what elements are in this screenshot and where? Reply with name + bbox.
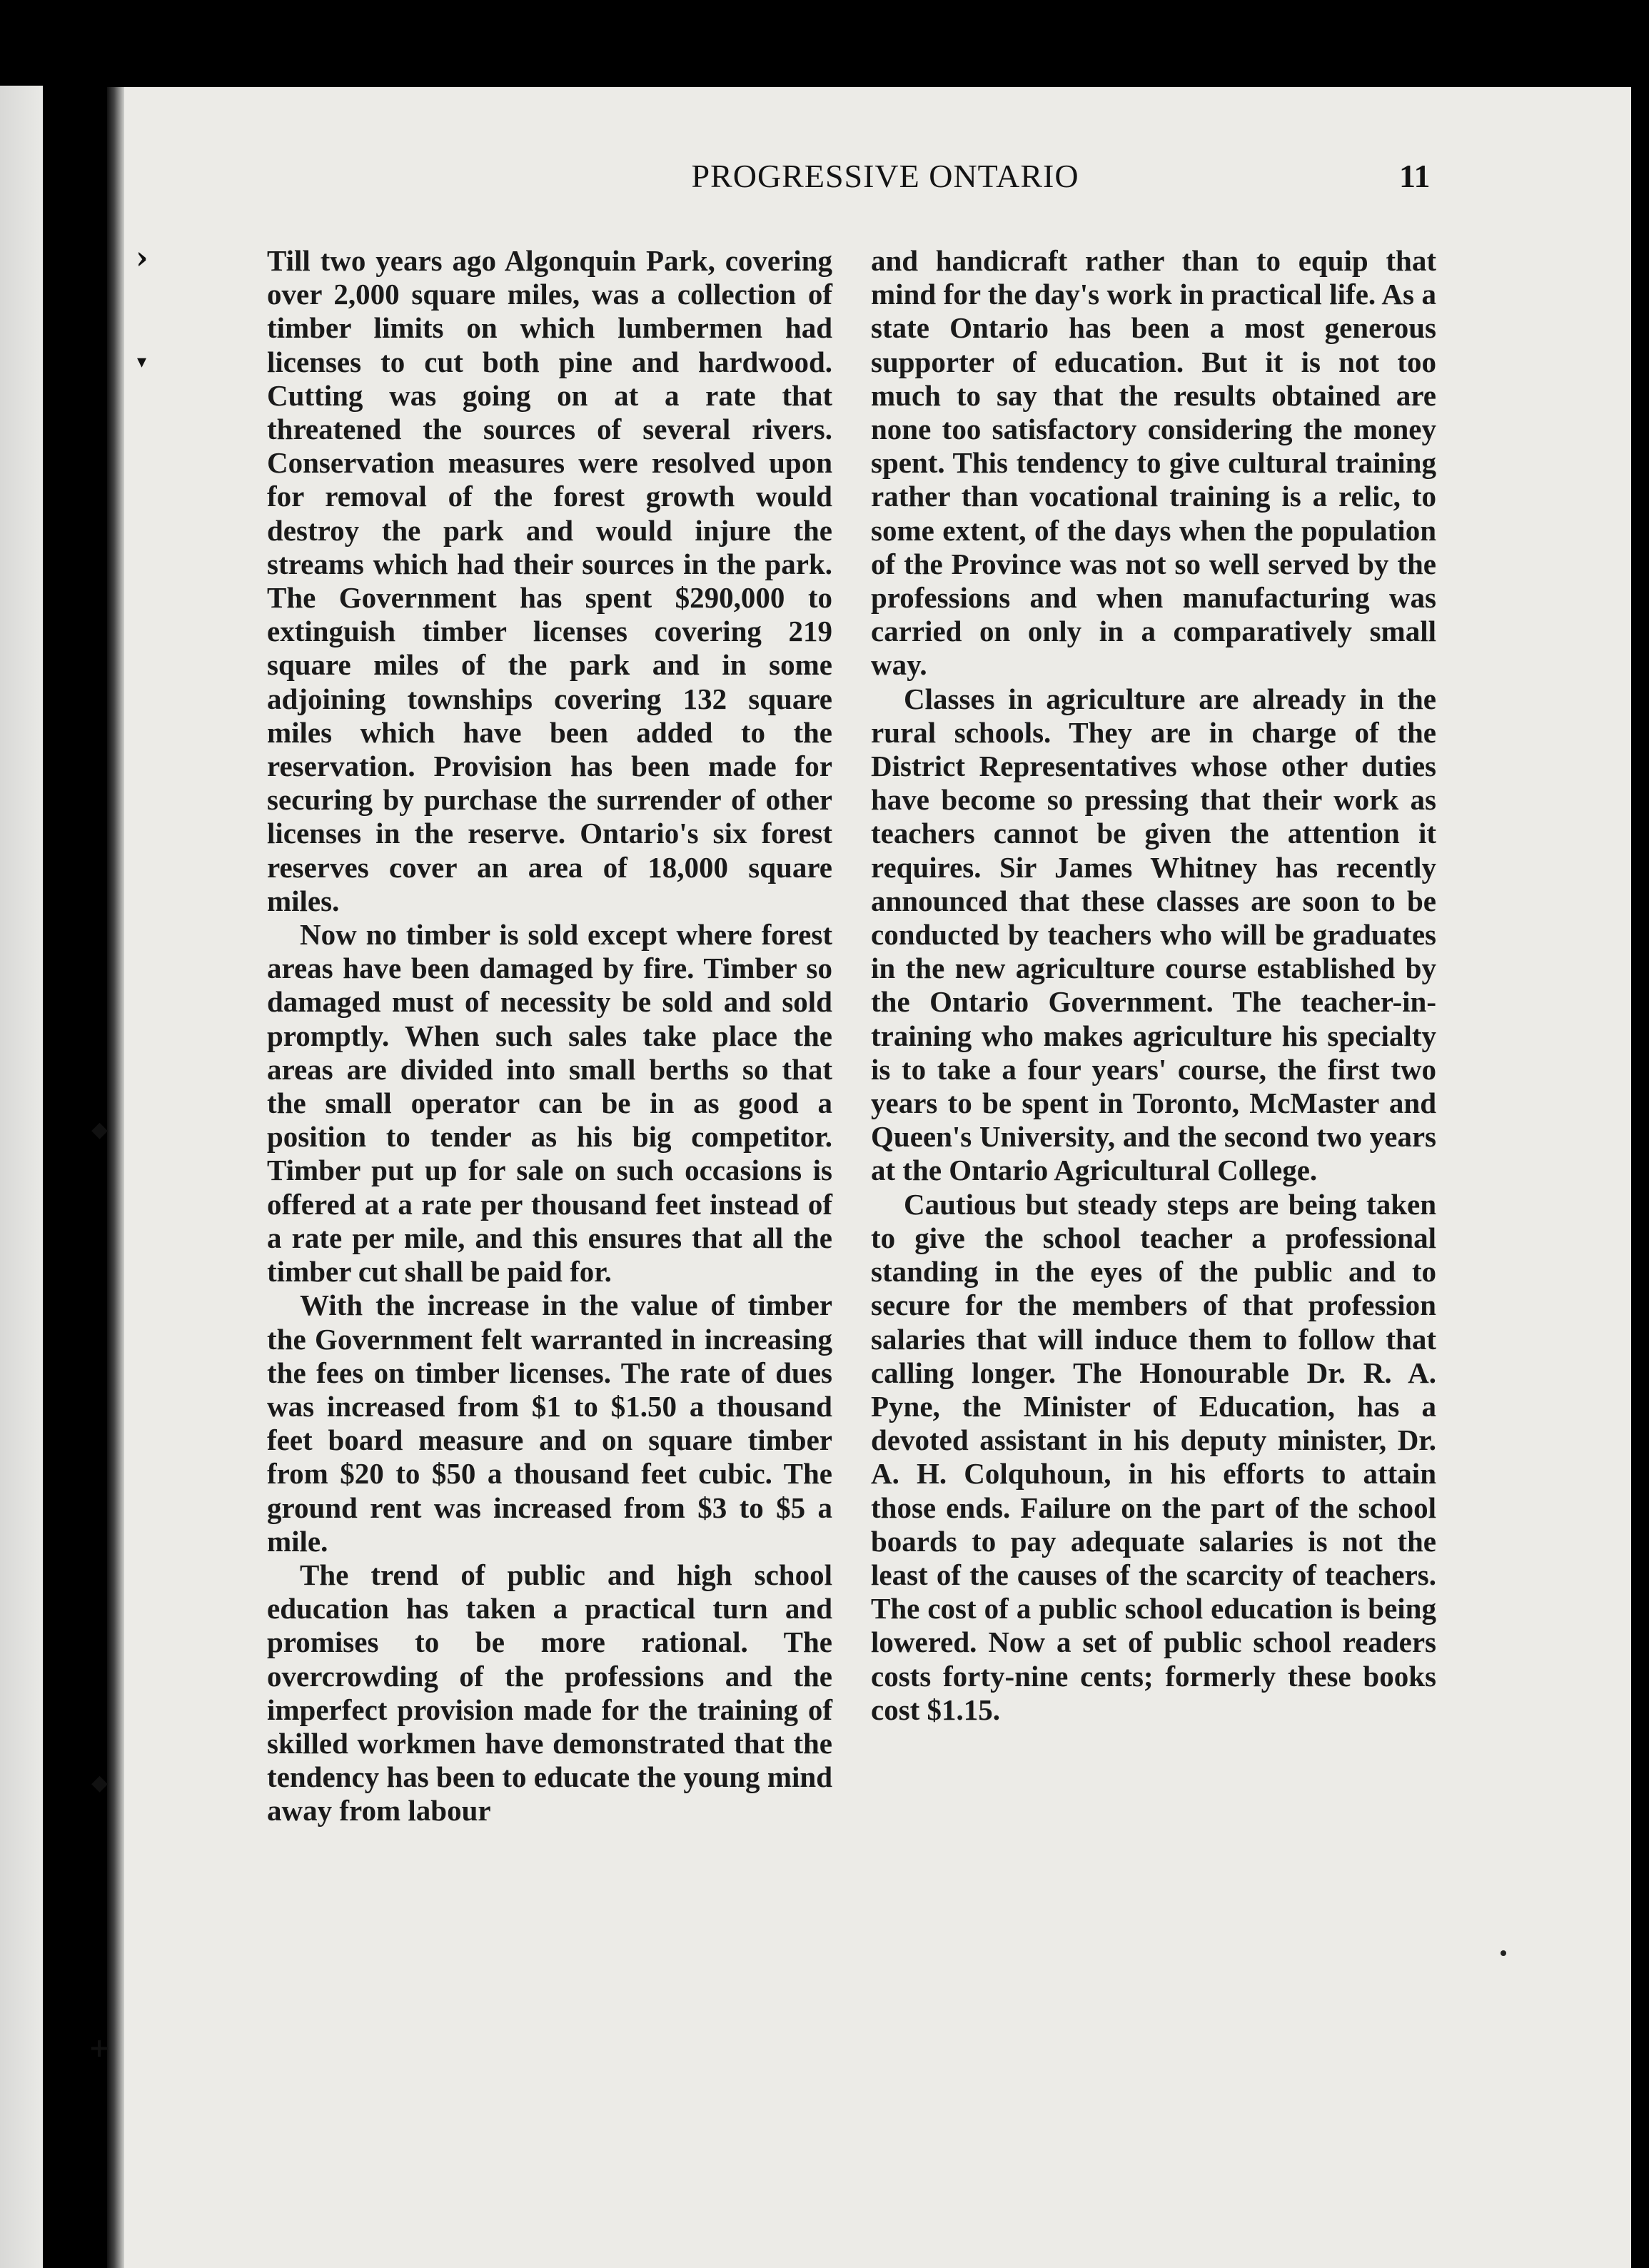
paragraph: With the increase in the value of timber the Government felt warranted in increasing the fees on timber licenses. The rate of dues was increased from $1 to $1.50 a thousand feet board measure and on square timber from $20 to $50 a thousand feet cubic. The ground rent was increased from $3 to $5 a mile. xyxy=(267,1289,832,1558)
paragraph: and handicraft rather than to equip that mind for the day's work in practical life. As a state Ontario has been a most generous supporter of education. But it is not too much to say that the results obtained are none too satisfactory considering the money spent. This tendency to give cultural training rather than vocational training is a relic, to some extent, of the days when the population of the Province was not so well served by the professions and when manufacturing was carried on only in a comparatively small way. xyxy=(871,244,1436,682)
running-title: PROGRESSIVE ONTARIO xyxy=(691,158,1079,194)
page-number: 11 xyxy=(1399,158,1431,194)
margin-mark: › xyxy=(136,240,148,276)
paragraph: Now no timber is sold except where forest areas have been damaged by fire. Timber so damaged must of necessity be sold and sold promptly. When such sales take place the areas are divided into small berths so that the small operator can be in as good a position to tender as his big competitor. Timber put up for sale on such occasions is offered at a rate per thousand feet instead of a rate per mile, and this ensures that all the timber cut shall be paid for. xyxy=(267,918,832,1289)
margin-mark: ▾ xyxy=(137,351,147,373)
paragraph: Classes in agriculture are already in the rural schools. They are in charge of the District Representatives whose other duties have become so pressing that their work as teachers cannot be given the attention it requires. Sir James Whitney has recently announced that these classes are soon to be conducted by teachers who will be graduates in the new agriculture course established by the Ontario Government. The teacher-in-training who makes agriculture his specialty is to take a four years' course, the first two years to be spent in Toronto, McMaster and Queen's University, and the second two years at the Ontario Agricultural College. xyxy=(871,682,1436,1187)
paragraph: The trend of public and high school education has taken a practical turn and promises to be more rational. The overcrowding of the professions and the imperfect provision made for the training of skilled workmen have demonstrated that the tendency has been to educate the young mind away from labour xyxy=(267,1558,832,1828)
right-text-column xyxy=(871,244,1436,1727)
ink-speck xyxy=(1501,1950,1506,1956)
paragraph: Cautious but steady steps are being taken to give the school teacher a professional standing in the eyes of the public and to secure for the members of that profession salaries that will induce them to follow that calling longer. The Honourable Dr. R. A. Pyne, the Minister of Education, has a devoted assistant in his deputy minister, Dr. A. H. Colquhoun, in his efforts to attain those ends. Failure on the part of the school boards to pay adequate salaries is not the least of the causes of the scarcity of teachers. The cost of a public school education is being lowered. Now a set of public school readers costs forty-nine cents; formerly these books cost $1.15. xyxy=(871,1187,1436,1726)
page-gutter-shadow xyxy=(107,87,124,2268)
margin-mark: + xyxy=(89,2033,111,2063)
adjacent-page-edge xyxy=(0,86,43,2268)
margin-mark: ◆ xyxy=(91,1770,109,1795)
left-text-column xyxy=(267,244,832,1828)
paragraph: Till two years ago Algonquin Park, covering over 2,000 square miles, was a collection of timber limits on which lumbermen had licenses to cut both pine and hardwood. Cutting was going on at a rate that threatened the sources of several rivers. Conservation measures were resolved upon for removal of the forest growth would destroy the park and would injure the streams which had their sources in the park. The Government has spent $290,000 to extinguish timber licenses covering 219 square miles of the park and in some adjoining townships covering 132 square miles which have been added to the reservation. Provision has been made for securing by purchase the surrender of other licenses in the reserve. Ontario's six forest reserves cover an area of 18,000 square miles. xyxy=(267,244,832,917)
margin-mark: ◆ xyxy=(91,1117,109,1142)
